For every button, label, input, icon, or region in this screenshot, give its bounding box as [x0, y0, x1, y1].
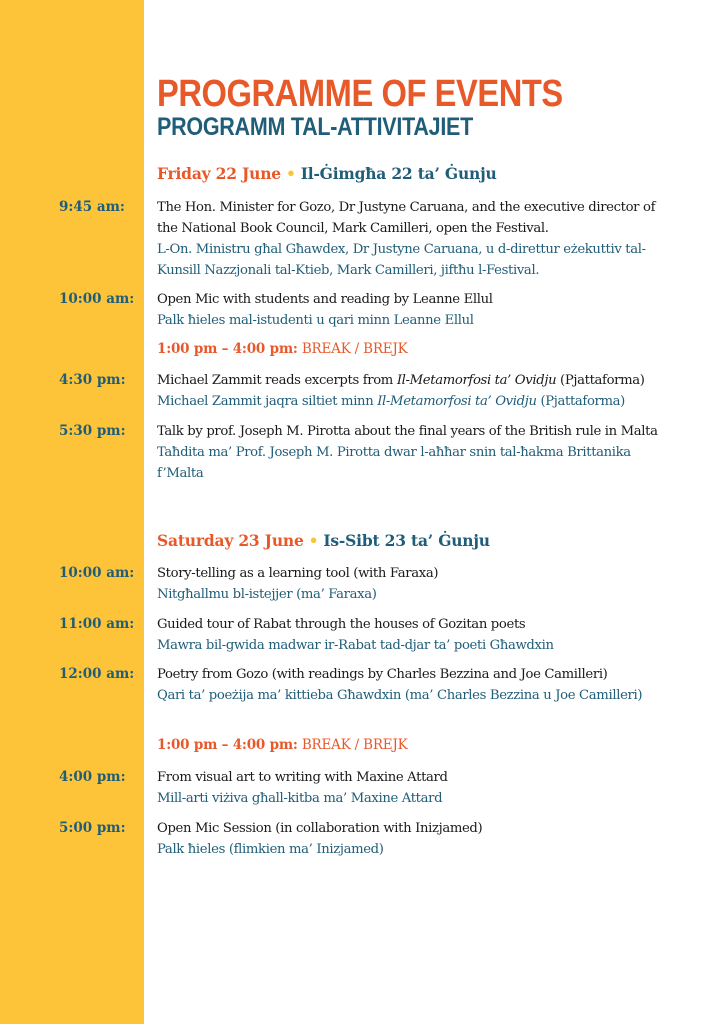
event-time: 4:30 pm:: [59, 372, 126, 388]
event-description-mt: Taħdita ma’ Prof. Joseph M. Pirotta dwar l-aħħar snin tal-ħakma Brittanika f’Malta: [157, 445, 631, 481]
event-description-en: Open Mic with students and reading by Leanne Ellul: [157, 292, 493, 307]
book-title: Il-Metamorfosi ta’ Ovidju: [377, 394, 537, 409]
event-description-mt: Mill-arti viżiva għall-kitba ma’ Maxine Attard: [157, 791, 443, 806]
day-heading-en: Saturday 23 June: [157, 531, 304, 550]
event-description-en: The Hon. Minister for Gozo, Dr Justyne Caruana, and the executive director of the National Book Council, Mark Camilleri, open the Festival.: [157, 200, 656, 236]
event-time: 11:00 am:: [59, 616, 135, 632]
event-time: 9:45 am:: [59, 199, 125, 215]
header: [157, 74, 629, 140]
break-label: BREAK / BREJK: [301, 341, 408, 357]
event-time: 5:00 pm:: [59, 820, 126, 836]
event-time: 10:00 am:: [59, 291, 135, 307]
event-time: 5:30 pm:: [59, 423, 126, 439]
day-heading-mt: Il-Ġimgħa 22 ta’ Ġunju: [300, 164, 497, 183]
page-subtitle: PROGRAMM TAL-ATTIVITAJIET: [157, 113, 474, 141]
event-description-mt: Qari ta’ poeżija ma’ kittieba Għawdxin (ma’ Charles Bezzina u Joe Camilleri): [157, 688, 643, 703]
event-description-en: Poetry from Gozo (with readings by Charles Bezzina and Joe Camilleri): [157, 667, 608, 682]
event-description-en: Talk by prof. Joseph M. Pirotta about the final years of the British rule in Malta: [157, 424, 658, 439]
event-time: 12:00 am:: [59, 666, 135, 682]
event-description-en: Story-telling as a learning tool (with Faraxa): [157, 566, 439, 581]
event-description-mt: Michael Zammit jaqra siltiet minn Il-Metamorfosi ta’ Ovidju (Pjattaforma): [157, 394, 625, 409]
event-description-mt: L-On. Ministru għal Għawdex, Dr Justyne Caruana, u d-direttur eżekuttiv tal-Kunsill Nazzjonali tal-Ktieb, Mark Camilleri, jiftħu l-Festival.: [157, 242, 646, 278]
book-title: Il-Metamorfosi ta’ Ovidju: [396, 373, 557, 388]
event-description-mt: Palk ħieles (flimkien ma’ Inizjamed): [157, 842, 384, 857]
break-time: 1:00 pm – 4:00 pm:: [157, 737, 298, 753]
event-description-mt: Palk ħieles mal-istudenti u qari minn Leanne Ellul: [157, 313, 474, 328]
break-row: [157, 737, 408, 753]
page-title: PROGRAMME OF EVENTS: [157, 73, 563, 115]
day-heading-mt: Is-Sibt 23 ta’ Ġunju: [323, 531, 490, 550]
break-time: 1:00 pm – 4:00 pm:: [157, 341, 298, 357]
decorative-sidebar: [0, 0, 144, 1024]
day-heading-en: Friday 22 June: [157, 164, 281, 183]
event-time: 10:00 am:: [59, 565, 135, 581]
event-description-en: Michael Zammit reads excerpts from Il-Metamorfosi ta’ Ovidju (Pjattaforma): [157, 373, 645, 388]
day-heading-friday: [157, 164, 497, 183]
event-description-en: From visual art to writing with Maxine Attard: [157, 770, 448, 785]
break-label: BREAK / BREJK: [301, 737, 408, 753]
event-time: 4:00 pm:: [59, 769, 126, 785]
event-description-en: Open Mic Session (in collaboration with Inizjamed): [157, 821, 483, 836]
break-row: [157, 341, 408, 357]
day-heading-saturday: [157, 531, 490, 550]
bullet-dot-icon: •: [308, 531, 319, 550]
event-description-mt: Mawra bil-gwida madwar ir-Rabat tad-djar ta’ poeti Għawdxin: [157, 638, 554, 653]
event-description-mt: Nitgħallmu bl-istejjer (ma’ Faraxa): [157, 587, 377, 602]
bullet-dot-icon: •: [285, 164, 296, 183]
event-description-en: Guided tour of Rabat through the houses of Gozitan poets: [157, 617, 526, 632]
